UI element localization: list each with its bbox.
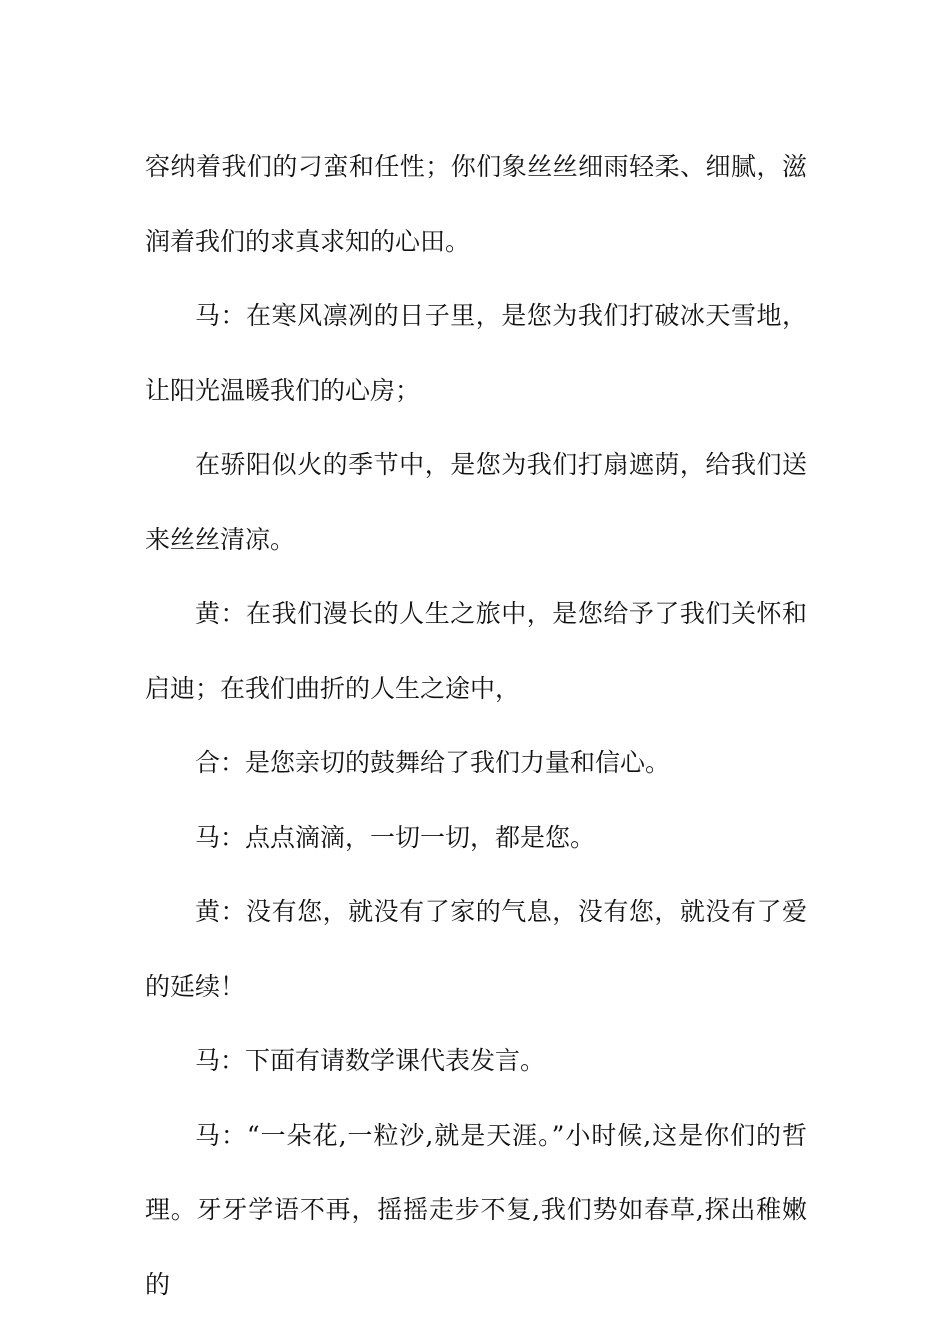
paragraph-summer: 在骄阳似火的季节中，是您为我们打扇遮荫，给我们送来丝丝清凉。 — [145, 450, 807, 554]
paragraph-ma-flower: 马：“一朵花,一粒沙,就是天涯。”小时候,这是你们的哲理。牙牙学语不再，摇摇走步不复,我们势如春草,探出稚嫩的 — [145, 1120, 807, 1299]
paragraph-ma-bits: 马：点点滴滴，一切一切，都是您。 — [195, 822, 596, 852]
paragraph-ma-winter: 马：在寒风凛冽的日子里，是您为我们打破冰天雪地，让阳光温暖我们的心房； — [145, 301, 807, 405]
document-body — [145, 130, 807, 1322]
paragraph-continuation: 容纳着我们的刁蛮和任性；你们象丝丝细雨轻柔、细腻，滋润着我们的求真求知的心田。 — [145, 152, 807, 256]
paragraph-ma-invite: 马：下面有请数学课代表发言。 — [195, 1046, 546, 1075]
paragraph-together: 合：是您亲切的鼓舞给了我们力量和信心。 — [195, 748, 671, 777]
paragraph-huang-journey: 黄：在我们漫长的人生之旅中，是您给予了我们关怀和启迪；在我们曲折的人生之途中， — [145, 599, 807, 703]
paragraph-huang-without-you: 黄：没有您，就没有了家的气息，没有您，就没有了爱的延续！ — [145, 897, 807, 1001]
